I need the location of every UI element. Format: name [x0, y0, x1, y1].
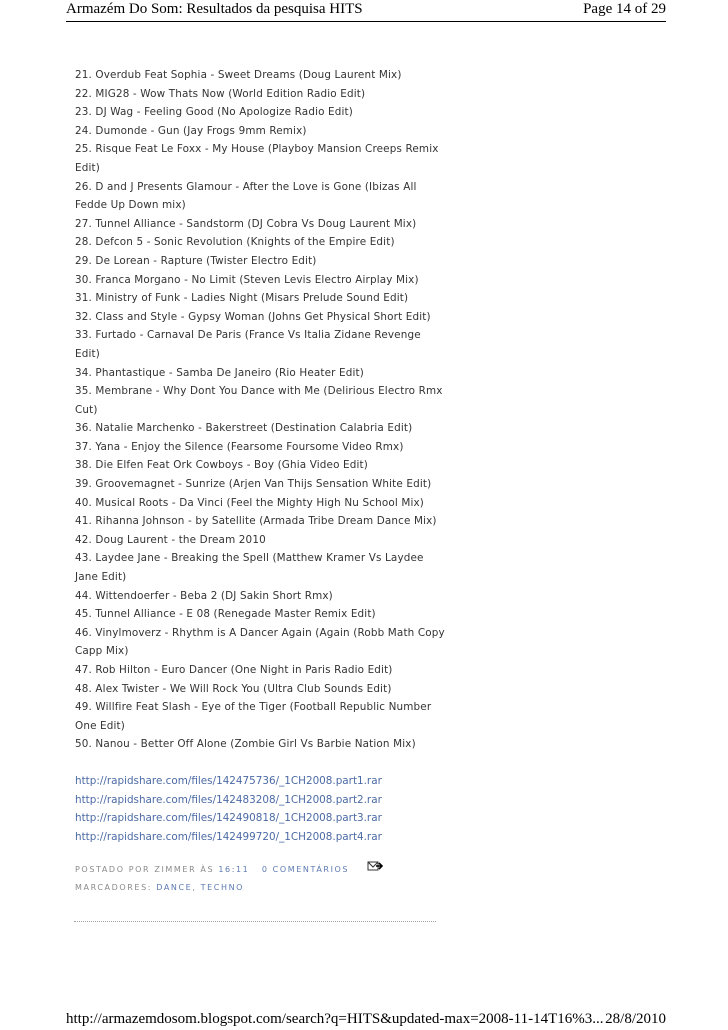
track-line: 38. Die Elfen Feat Ork Cowboys - Boy (Ghia Video Edit) [75, 459, 368, 472]
track-line: 33. Furtado - Carnaval De Paris (France Vs Italia Zidane Revenge [75, 329, 421, 342]
post-author: ZIMMER [154, 865, 197, 875]
track-line: 49. Willfire Feat Slash - Eye of the Tiger (Football Republic Number [75, 701, 432, 714]
posted-at-label: ÀS [200, 865, 215, 875]
track-line: 36. Natalie Marchenko - Bakerstreet (Destination Calabria Edit) [75, 422, 413, 435]
print-date: 28/8/2010 [605, 1011, 666, 1027]
labels-prefix: MARCADORES: [75, 883, 153, 893]
track-line: Jane Edit) [75, 571, 127, 584]
page-url: http://armazemdosom.blogspot.com/search?q=HITS&updated-max=2008-11-14T16%3... [66, 1011, 604, 1027]
track-line: 50. Nanou - Better Off Alone (Zombie Girl Vs Barbie Nation Mix) [75, 738, 416, 751]
post-byline [75, 860, 445, 879]
track-line: 22. MIG28 - Wow Thats Now (World Edition Radio Edit) [75, 87, 366, 100]
post-labels: MARCADORES: DANCE, TECHNO [75, 883, 245, 893]
label-dance-link[interactable]: DANCE [156, 883, 193, 893]
track-line: 25. Risque Feat Le Foxx - My House (Playboy Mansion Creeps Remix [75, 143, 439, 156]
post-footer [75, 860, 445, 897]
track-line: 21. Overdub Feat Sophia - Sweet Dreams (Doug Laurent Mix) [75, 69, 402, 81]
track-line: 27. Tunnel Alliance - Sandstorm (DJ Cobra Vs Doug Laurent Mix) [75, 217, 417, 230]
track-line: 40. Musical Roots - Da Vinci (Feel the Mighty High Nu School Mix) [75, 496, 424, 509]
print-header [66, 0, 666, 20]
track-line: 32. Class and Style - Gypsy Woman (Johns Get Physical Short Edit) [75, 310, 431, 323]
track-line: 28. Defcon 5 - Sonic Revolution (Knights of the Empire Edit) [75, 236, 395, 249]
track-line: 39. Groovemagnet - Sunrize (Arjen Van Thijs Sensation White Edit) [75, 478, 432, 491]
track-line: 23. DJ Wag - Feeling Good (No Apologize Radio Edit) [75, 106, 353, 119]
track-line: Fedde Up Down mix) [75, 199, 186, 212]
track-line: 37. Yana - Enjoy the Silence (Fearsome Foursome Video Rmx) [75, 440, 404, 453]
track-line: Capp Mix) [75, 645, 129, 658]
track-line: 48. Alex Twister - We Will Rock You (Ultra Club Sounds Edit) [75, 682, 392, 695]
track-line: Edit) [75, 347, 100, 360]
page-title: Armazém Do Som: Resultados da pesquisa HITS [66, 1, 363, 17]
download-links [75, 772, 445, 846]
blog-post [75, 66, 445, 897]
email-forward-icon[interactable] [367, 860, 383, 879]
download-link[interactable]: http://rapidshare.com/files/142490818/_1CH2008.part3.rar [75, 812, 382, 825]
track-line: 35. Membrane - Why Dont You Dance with Me (Delirious Electro Rmx [75, 385, 443, 398]
track-line: 31. Ministry of Funk - Ladies Night (Misars Prelude Sound Edit) [75, 292, 409, 305]
track-line: 43. Laydee Jane - Breaking the Spell (Matthew Kramer Vs Laydee [75, 552, 424, 565]
track-line: 26. D and J Presents Glamour - After the Love is Gone (Ibizas All [75, 180, 417, 193]
track-line: Edit) [75, 161, 100, 174]
track-line: 45. Tunnel Alliance - E 08 (Renegade Master Remix Edit) [75, 608, 376, 621]
track-line: 24. Dumonde - Gun (Jay Frogs 9mm Remix) [75, 124, 307, 137]
page-number: Page 14 of 29 [583, 1, 666, 17]
post-separator [74, 921, 436, 922]
download-link[interactable]: http://rapidshare.com/files/142475736/_1CH2008.part1.rar [75, 774, 382, 787]
post-timestamp-link[interactable]: 16:11 [218, 865, 250, 875]
track-line: Cut) [75, 403, 98, 416]
track-line: 47. Rob Hilton - Euro Dancer (One Night in Paris Radio Edit) [75, 664, 393, 676]
track-line: 29. De Lorean - Rapture (Twister Electro Edit) [75, 254, 317, 267]
header-rule [66, 21, 666, 22]
track-line: One Edit) [75, 719, 125, 732]
track-line: 30. Franca Morgano - No Limit (Steven Levis Electro Airplay Mix) [75, 273, 419, 286]
track-line: 44. Wittendoerfer - Beba 2 (DJ Sakin Short Rmx) [75, 589, 333, 602]
posted-by-label: POSTADO POR [75, 865, 151, 875]
download-link[interactable]: http://rapidshare.com/files/142483208/_1CH2008.part2.rar [75, 793, 382, 806]
track-line: 46. Vinylmoverz - Rhythm is A Dancer Again (Again (Robb Math Copy [75, 626, 445, 639]
track-line: 42. Doug Laurent - the Dream 2010 [75, 533, 266, 546]
track-line: 34. Phantastique - Samba De Janeiro (Rio Heater Edit) [75, 366, 364, 379]
track-line: 41. Rihanna Johnson - by Satellite (Armada Tribe Dream Dance Mix) [75, 515, 437, 528]
comments-link[interactable]: 0 COMENTÁRIOS [261, 865, 350, 875]
download-link[interactable]: http://rapidshare.com/files/142499720/_1CH2008.part4.rar [75, 830, 382, 843]
label-techno-link[interactable]: TECHNO [200, 883, 245, 893]
track-list [75, 66, 445, 754]
